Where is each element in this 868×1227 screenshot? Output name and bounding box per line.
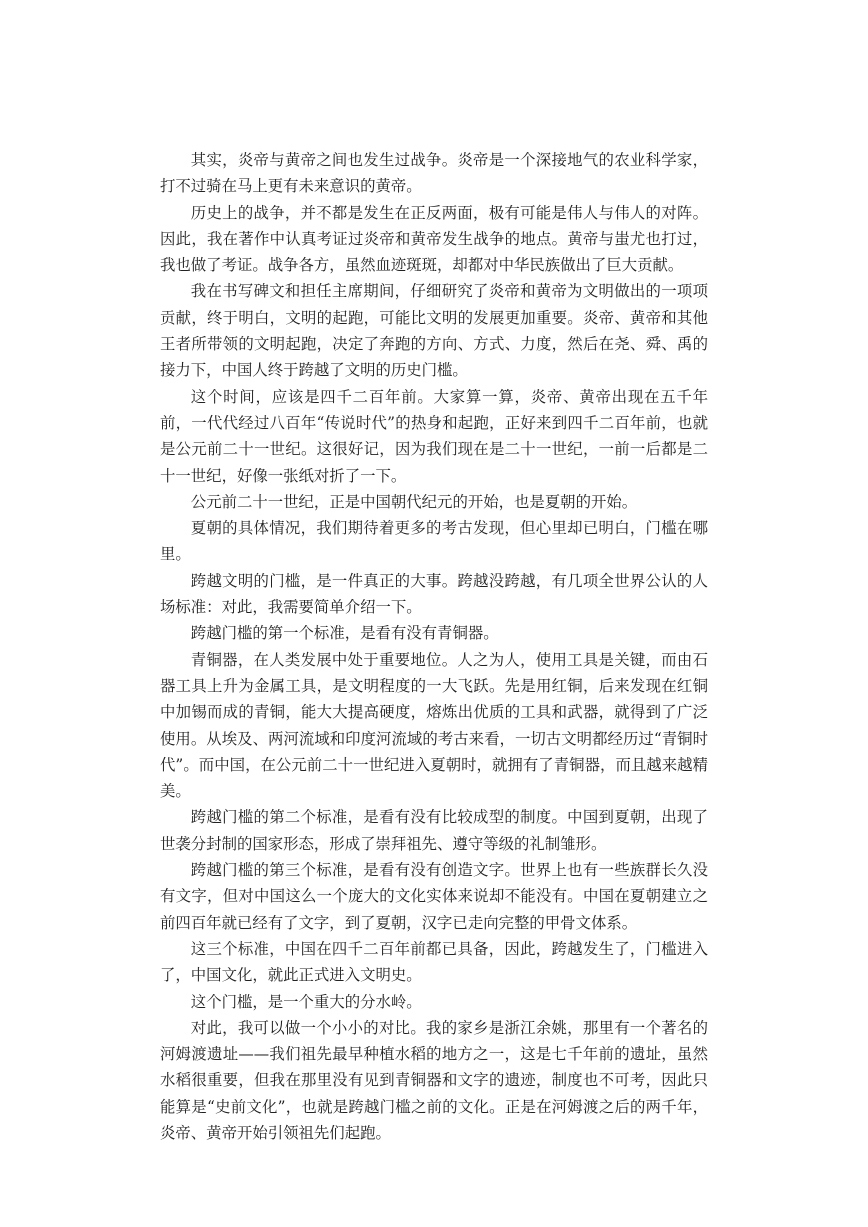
paragraph: 这个时间，应该是四千二百年前。大家算一算，炎帝、黄帝出现在五千年前，一代代经过八百年“传说时代”的热身和起跑，正好来到四千二百年前，也就是公元前二十一世纪。这很好记，因为我们现在是二十一世纪，一前一后都是二十一世纪，好像一张纸对折了一下。 — [160, 387, 708, 485]
paragraph: 其实，炎帝与黄帝之间也发生过战争。炎帝是一个深接地气的农业科学家，打不过骑在马上更有未来意识的黄帝。 — [160, 151, 708, 196]
paragraph: 公元前二十一世纪，正是中国朝代纪元的开始，也是夏朝的开始。 — [190, 492, 638, 511]
paragraph: 对此，我可以做一个小小的对比。我的家乡是浙江余姚，那里有一个著名的河姆渡遗址——我们祖先最早种植水稻的地方之一，这是七千年前的遗址，虽然水稻很重要，但我在那里没有见到青铜器和文字的遗迹，制度也不可考，因此只能算是“史前文化”，也就是跨越门槛之前的文化。正是在河姆渡之后的两千年，炎帝、黄帝开始引领祖先们起跑。 — [160, 1018, 708, 1142]
paragraph: 跨越门槛的第一个标准，是看有没有青铜器。 — [190, 624, 499, 643]
paragraph: 夏朝的具体情况，我们期待着更多的考古发现，但心里却已明白，门槛在哪里。 — [160, 519, 708, 564]
paragraph: 跨越文明的门槛，是一件真正的大事。跨越没跨越，有几项全世界公认的人场标准：对此，我需要简单介绍一下。 — [160, 571, 708, 617]
paragraph: 我在书写碑文和担任主席期间，仔细研究了炎帝和黄帝为文明做出的一项项贡献，终于明白，文明的起跑，可能比文明的发展更加重要。炎帝、黄帝和其他王者所带领的文明起跑，决定了奔跑的方向、方式、力度，然后在尧、舜、禹的接力下，中国人终于跨越了文明的历史门槛。 — [160, 282, 708, 380]
paragraph: 这个门槛，是一个重大的分水岭。 — [190, 992, 422, 1011]
paragraph: 跨越门槛的第二个标准，是看有没有比较成型的制度。中国到夏朝，出现了世袭分封制的国家形态，形成了崇拜祖先、遵守等级的礼制雏形。 — [160, 808, 708, 853]
paragraph: 这三个标准，中国在四千二百年前都已具备，因此，跨越发生了，门槛进入了，中国文化，就此正式进入文明史。 — [160, 939, 708, 985]
paragraph: 历史上的战争，并不都是发生在正反两面，极有可能是伟人与伟人的对阵。因此，我在著作中认真考证过炎帝和黄帝发生战争的地点。黄帝与蚩尤也打过，我也做了考证。战争各方，虽然血迹斑斑，却都对中华民族做出了巨大贡献。 — [160, 203, 708, 275]
body-text — [160, 147, 708, 1146]
paragraph: 跨越门槛的第三个标准，是看有没有创造文字。世界上也有一些族群长久没有文字，但对中国这么一个庞大的文化实体来说却不能没有。中国在夏朝建立之前四百年就已经有了文字，到了夏朝，汉字已走向完整的甲骨文体系。 — [160, 861, 708, 932]
paragraph: 青铜器，在人类发展中处于重要地位。人之为人，使用工具是关键，而由石器工具上升为金属工具，是文明程度的一大飞跃。先是用红铜，后来发现在红铜中加锡而成的青铜，能大大提高硬度，熔炼出优质的工具和武器，就得到了广泛使用。从埃及、两河流域和印度河流域的考古来看，一切古文明都经历过“青铜时代”。而中国，在公元前二十一世纪进入夏朝时，就拥有了青铜器，而且越来越精美。 — [160, 650, 708, 801]
